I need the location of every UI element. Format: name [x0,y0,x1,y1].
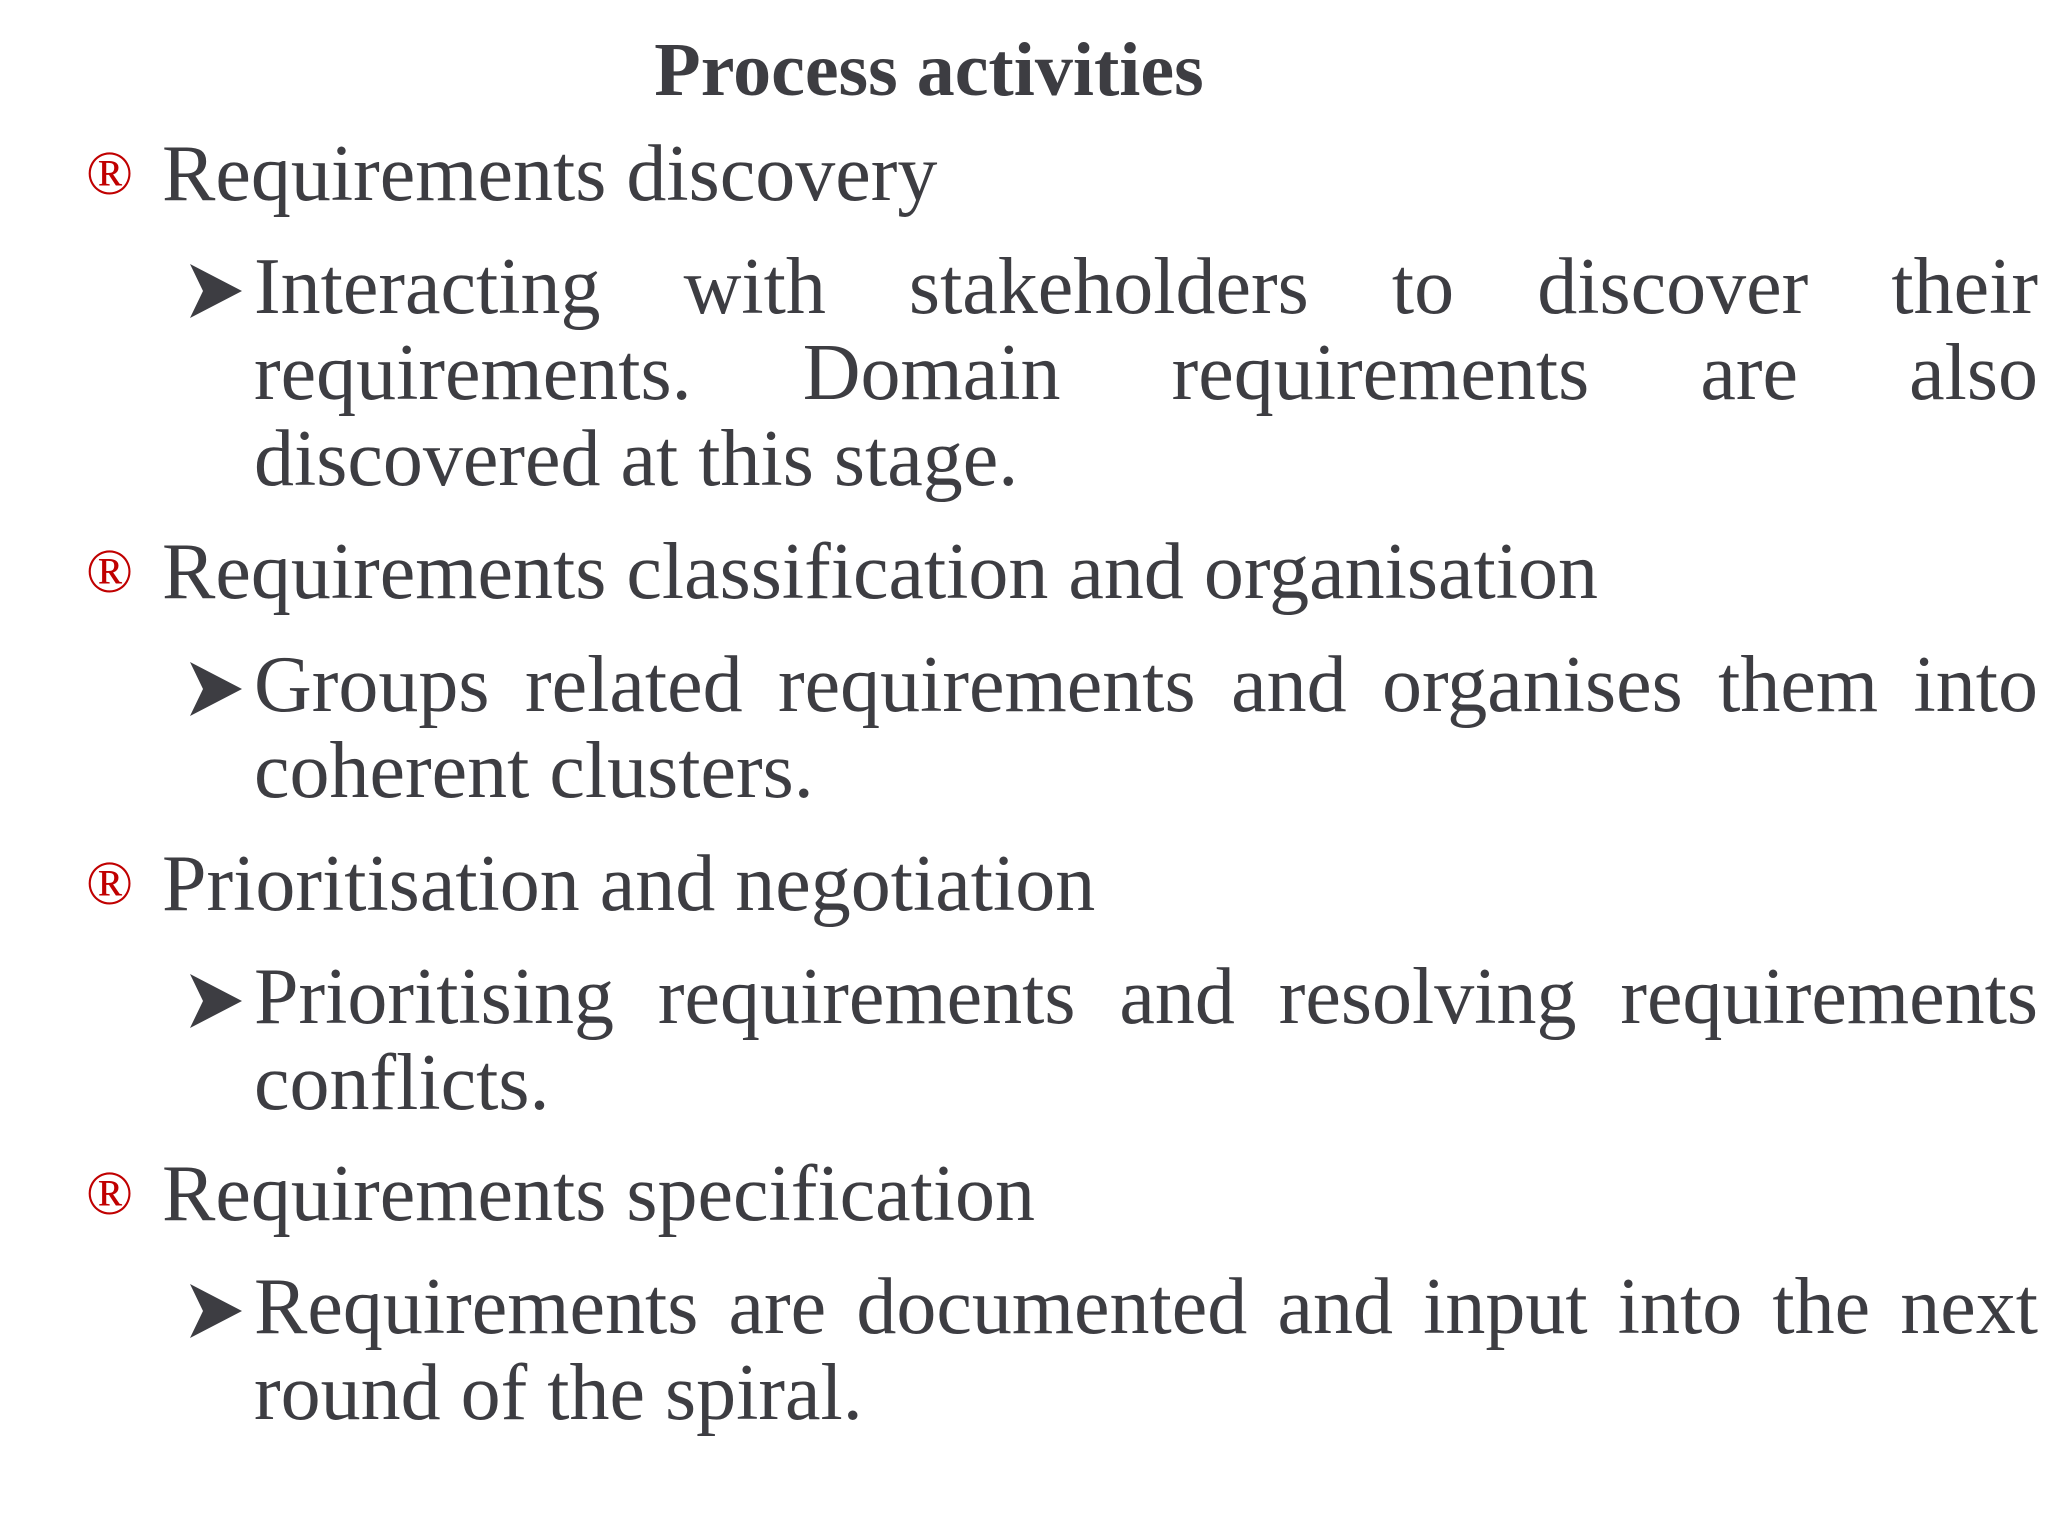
registered-mark-icon: ® [86,538,134,606]
arrowhead-icon [188,660,244,718]
sub-bullet-text: Interacting with stakeholders to discover their requirements. Domain requirements are also discovered at this stage. [254,243,2038,503]
bullet-item-prioritisation [86,838,1986,930]
bullet-heading: Requirements specification [162,1150,1036,1238]
bullet-heading: Requirements classification and organisation [162,528,1598,616]
arrowhead-icon [188,972,244,1030]
arrowhead-icon [188,262,244,320]
sub-bullet-text: Groups related requirements and organises them into coherent clusters. [254,641,2038,815]
registered-mark-icon: ® [86,1160,134,1228]
sub-bullet-discovery [188,244,2038,502]
sub-bullet-specification [188,1264,2038,1436]
registered-mark-icon: ® [86,140,134,208]
arrowhead-icon [188,1282,244,1340]
sub-bullet-text: Requirements are documented and input into the next round of the spiral. [254,1263,2038,1437]
sub-bullet-classification [188,642,2038,814]
bullet-heading: Prioritisation and negotiation [162,840,1096,928]
registered-mark-icon: ® [86,850,134,918]
bullet-item-classification [86,526,1986,618]
bullet-item-specification [86,1148,1986,1240]
bullet-heading: Requirements discovery [162,130,938,218]
slide-title: Process activities [654,28,1204,112]
bullet-item-discovery [86,128,1986,220]
sub-bullet-text: Prioritising requirements and resolving requirements conflicts. [254,953,2038,1127]
sub-bullet-prioritisation [188,954,2038,1126]
